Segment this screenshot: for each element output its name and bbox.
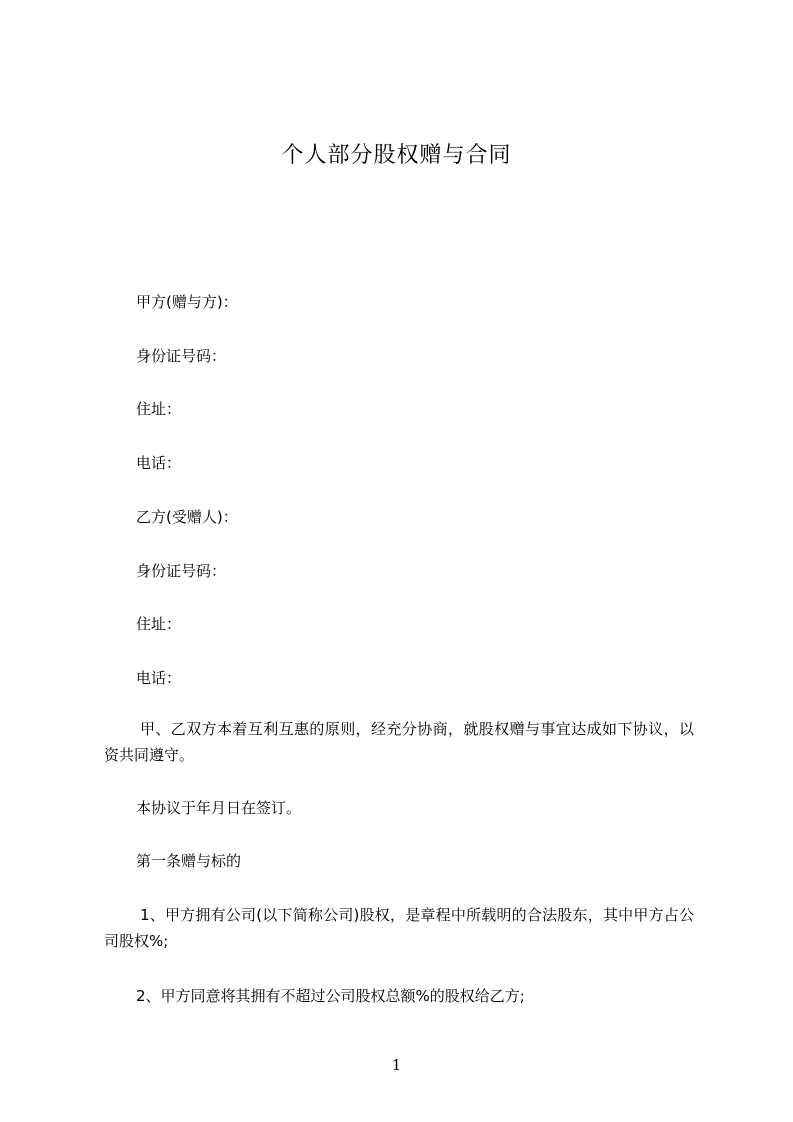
page-number: 1 — [391, 1056, 402, 1074]
party-a-label: 甲方(赠与方)： — [136, 293, 238, 311]
clause-2: 2、甲方同意将其拥有不超过公司股权总额%的股权给乙方; — [136, 987, 525, 1005]
clause-1: 1、甲方拥有公司(以下简称公司)股权，是章程中所载明的合法股东，其中甲方占公司股权%; — [104, 906, 694, 950]
party-b-address-label: 住址： — [136, 615, 182, 633]
intro-paragraph: 甲、乙双方本着互利互惠的原则，经充分协商，就股权赠与事宜达成如下协议，以资共同遵守。 — [104, 720, 694, 764]
party-a-phone-label: 电话： — [136, 454, 182, 472]
party-a-id-label: 身份证号码： — [136, 347, 227, 365]
party-b-label: 乙方(受赠人)： — [136, 508, 238, 526]
page-title: 个人部分股权赠与合同 — [281, 143, 512, 168]
article-1-heading: 第一条赠与标的 — [136, 852, 242, 870]
party-b-phone-label: 电话： — [136, 669, 182, 687]
party-a-address-label: 住址： — [136, 400, 182, 418]
party-b-id-label: 身份证号码： — [136, 562, 227, 580]
signing-line: 本协议于年月日在签订。 — [136, 799, 302, 817]
